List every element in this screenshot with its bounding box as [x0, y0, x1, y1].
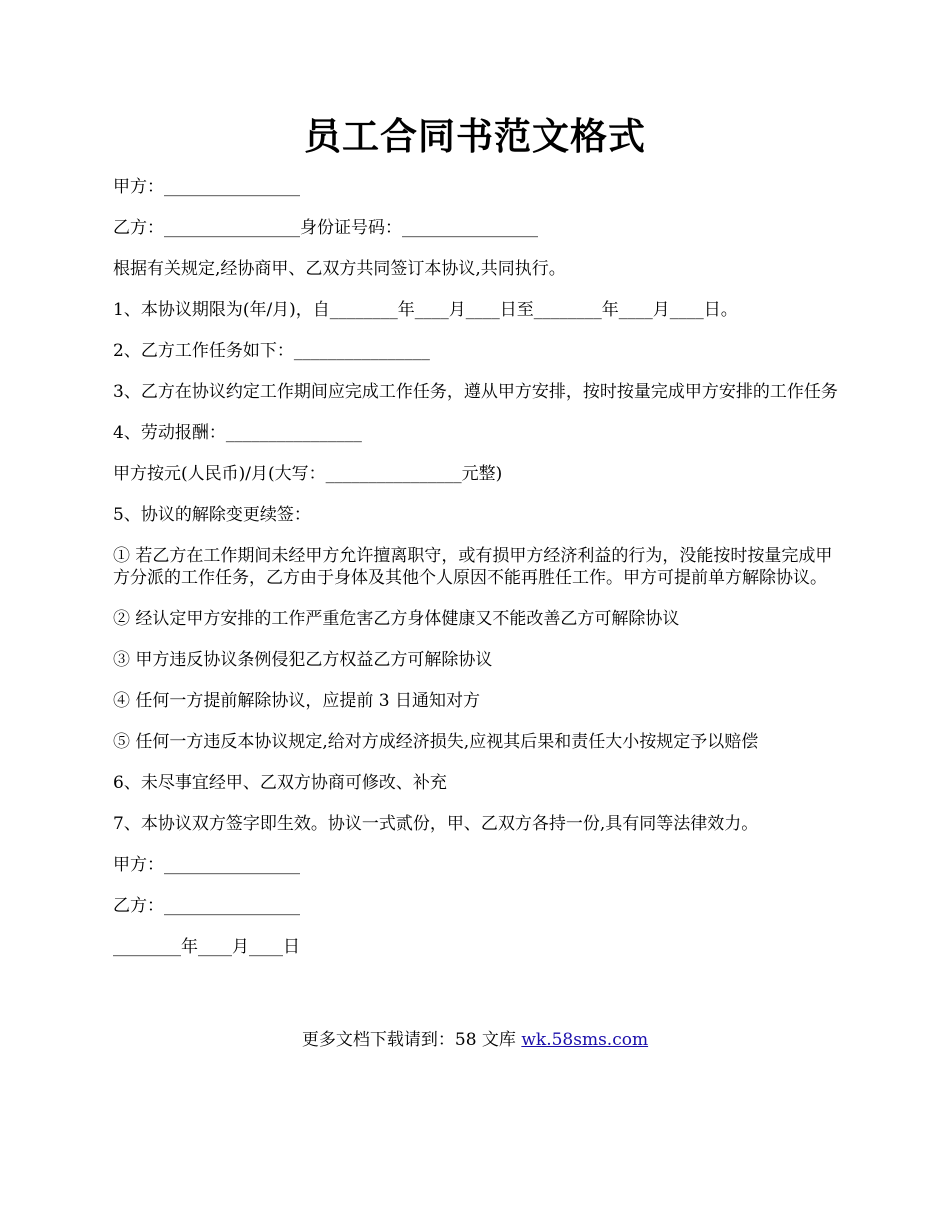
clause-7: 7、本协议双方签字即生效。协议一式贰份，甲、乙双方各持一份,具有同等法律效力。 — [113, 814, 759, 834]
intro-paragraph: 根据有关规定,经协商甲、乙双方共同签订本协议,共同执行。 — [113, 259, 566, 279]
footer-download-note — [0, 1026, 950, 1054]
document-title: 员工合同书范文格式 — [304, 114, 646, 158]
clause-2: 2、乙方工作任务如下：________________ — [113, 341, 430, 361]
party-b-line: 乙方：________________身份证号码：________________ — [113, 218, 538, 238]
clause-5-item-3: ③ 甲方违反协议条例侵犯乙方权益乙方可解除协议 — [113, 650, 493, 670]
salary-line: 甲方按元(人民币)/月(大写：________________元整) — [113, 464, 503, 484]
clause-5-item-1: ① 若乙方在工作期间未经甲方允许擅离职守，或有损甲方经济利益的行为，没能按时按量完成甲方分派的工作任务，乙方由于身体及其他个人原因不能再胜任工作。甲方可提前单方解除协议。 — [113, 546, 833, 588]
clause-5: 5、协议的解除变更续签： — [113, 505, 311, 525]
document-body — [113, 176, 838, 977]
signature-party-a: 甲方：________________ — [113, 855, 300, 875]
signature-party-b: 乙方：________________ — [113, 896, 300, 916]
footer-link[interactable]: wk.58sms.com — [521, 1030, 649, 1050]
footer-prefix: 更多文档下载请到：58 文库 — [301, 1030, 522, 1050]
clause-5-item-5: ⑤ 任何一方违反本协议规定,给对方成经济损失,应视其后果和责任大小按规定予以赔偿 — [113, 732, 759, 752]
clause-5-item-4: ④ 任何一方提前解除协议，应提前 3 日通知对方 — [113, 691, 481, 711]
clause-4: 4、劳动报酬：________________ — [113, 423, 362, 443]
party-a-line: 甲方：________________ — [113, 177, 300, 197]
clause-5-item-2: ② 经认定甲方安排的工作严重危害乙方身体健康又不能改善乙方可解除协议 — [113, 609, 680, 629]
clause-6: 6、未尽事宜经甲、乙双方协商可修改、补充 — [113, 773, 447, 793]
clause-1: 1、本协议期限为(年/月)，自________年____月____日至________年____月____日。 — [113, 300, 738, 320]
clause-3: 3、乙方在协议约定工作期间应完成工作任务，遵从甲方安排，按时按量完成甲方安排的工作任务 — [113, 382, 838, 402]
signature-date: ________年____月____日 — [113, 937, 300, 957]
